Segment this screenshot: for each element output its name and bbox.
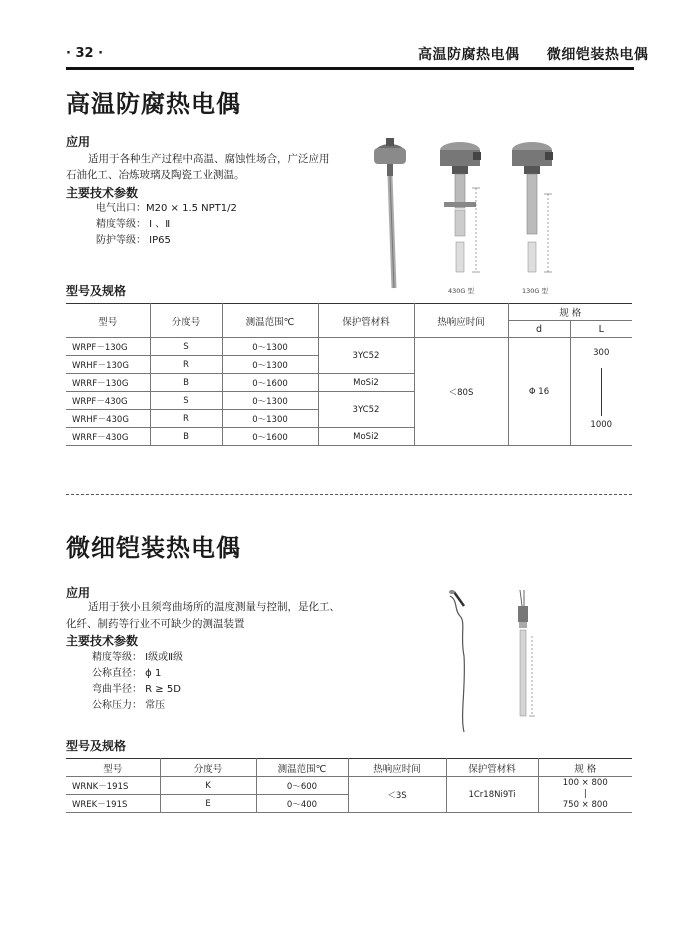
col-header-range: 测温范围℃: [256, 759, 348, 777]
micro-thermocouple-photo: [449, 590, 464, 732]
cell-material: 1Cr18Ni9Ti: [446, 777, 538, 813]
running-header-section-1: 高温防腐热电偶: [418, 47, 520, 63]
param-accuracy-class: 精度等级： Ⅰ 、Ⅱ: [96, 219, 171, 230]
cell-material: 3YC52: [318, 338, 414, 374]
cell-range: 0～1600: [222, 428, 318, 446]
section-2-title: 微细铠装热电偶: [66, 534, 241, 562]
table-row: [66, 777, 632, 795]
section-1-application-line-2: 石油化工、冶炼玻璃及陶瓷工业测温。: [66, 169, 245, 181]
section-1-title: 高温防腐热电偶: [66, 90, 241, 118]
cell-response: ＜80S: [414, 338, 508, 446]
section-2-model-heading: 型号及规格: [66, 739, 127, 753]
cell-L-max: 1000: [590, 420, 613, 430]
cell-range: 0～600: [256, 777, 348, 795]
col-header-L: L: [570, 321, 632, 338]
cell-material: 3YC52: [318, 392, 414, 428]
cell-graduation: B: [150, 428, 222, 446]
cell-graduation: K: [160, 777, 256, 795]
running-header: [418, 44, 648, 64]
section-1-tech-heading: 主要技术参数: [66, 186, 139, 200]
figure-caption-430g: 430G 型: [448, 287, 475, 295]
header-rule: [66, 67, 634, 70]
cell-material: MoSi2: [318, 374, 414, 392]
cell-range: 0～1600: [222, 374, 318, 392]
param-nominal-pressure: 公称压力： 常压: [92, 700, 166, 711]
col-header-range: 测温范围℃: [222, 304, 318, 338]
col-header-response: 热响应时间: [348, 759, 446, 777]
cell-model: WRHF－130G: [66, 356, 150, 374]
cell-model: WRRF－130G: [66, 374, 150, 392]
cell-range: 0～1300: [222, 356, 318, 374]
cell-graduation: R: [150, 356, 222, 374]
cell-material: MoSi2: [318, 428, 414, 446]
thermocouple-430g-drawing: [440, 142, 481, 272]
section-1-application-line-1: 适用于各种生产过程中高温、腐蚀性场合，广泛应用: [88, 153, 330, 165]
figure-caption-130g: 130G 型: [522, 287, 549, 295]
section-2-tech-heading: 主要技术参数: [66, 634, 139, 648]
cell-L-range: [570, 338, 632, 446]
cell-graduation: S: [150, 338, 222, 356]
section-2-application-heading: 应用: [66, 586, 91, 600]
cell-model: WRHF－430G: [66, 410, 150, 428]
micro-thermocouple-drawing: [518, 590, 535, 716]
col-header-spec: 规 格: [508, 304, 632, 321]
cell-graduation: B: [150, 374, 222, 392]
cell-range: 0～400: [256, 795, 348, 813]
table-row: [66, 338, 632, 356]
thermocouple-130g-photo: [374, 138, 406, 288]
cell-graduation: E: [160, 795, 256, 813]
cell-range: 0～1300: [222, 338, 318, 356]
section-2-application-line-1: 适用于狭小且须弯曲场所的温度测量与控制，是化工、: [88, 601, 340, 613]
micro-thermocouple-illustration-group: [430, 576, 560, 736]
section-1-spec-table: [66, 303, 632, 446]
cell-range: 0～1300: [222, 410, 318, 428]
cell-spec-min: 100 × 800: [562, 778, 608, 788]
cell-spec-separator: |: [583, 789, 587, 799]
col-header-spec: 规 格: [538, 759, 632, 777]
param-bend-radius: 弯曲半径： R ≥ 5D: [92, 684, 181, 695]
col-header-model: 型号: [66, 759, 160, 777]
section-2-application-line-2: 化纤、制药等行业不可缺少的测温装置: [66, 618, 245, 630]
col-header-material: 保护管材料: [318, 304, 414, 338]
table-header-row: [66, 304, 632, 321]
section-1-application-heading: 应用: [66, 135, 91, 149]
cell-spec-max: 750 × 800: [562, 800, 608, 810]
param-electrical-outlet: 电气出口：M20 × 1.5 NPT1/2: [96, 203, 237, 214]
col-header-response: 热响应时间: [414, 304, 508, 338]
col-header-graduation: 分度号: [150, 304, 222, 338]
cell-model: WRNK－191S: [66, 777, 160, 795]
thermocouple-130g-drawing: [512, 142, 553, 272]
section-divider: [66, 494, 632, 495]
param-accuracy-class: 精度等级： Ⅰ级或Ⅱ级: [92, 652, 184, 663]
cell-model: WREK－191S: [66, 795, 160, 813]
cell-spec-range: [538, 777, 632, 813]
col-header-material: 保护管材料: [446, 759, 538, 777]
col-header-d: d: [508, 321, 570, 338]
col-header-graduation: 分度号: [160, 759, 256, 777]
cell-graduation: R: [150, 410, 222, 428]
thermocouple-illustration-group: [360, 130, 560, 290]
cell-graduation: S: [150, 392, 222, 410]
table-header-row: [66, 759, 632, 777]
cell-model: WRPF－430G: [66, 392, 150, 410]
cell-L-min: 300: [593, 348, 610, 358]
col-header-model: 型号: [66, 304, 150, 338]
cell-d: Φ 16: [508, 338, 570, 446]
section-2-spec-table: [66, 758, 632, 813]
range-bar: [601, 368, 602, 416]
param-protection-class: 防护等级： IP65: [96, 235, 171, 246]
running-header-section-2: 微细铠装热电偶: [546, 47, 649, 63]
param-nominal-diameter: 公称直径： ϕ 1: [92, 668, 162, 679]
cell-model: WRRF－430G: [66, 428, 150, 446]
section-1-model-heading: 型号及规格: [66, 284, 127, 298]
cell-model: WRPF－130G: [66, 338, 150, 356]
cell-response: ＜3S: [348, 777, 446, 813]
page-number: · 32 ·: [66, 46, 104, 61]
cell-range: 0～1300: [222, 392, 318, 410]
